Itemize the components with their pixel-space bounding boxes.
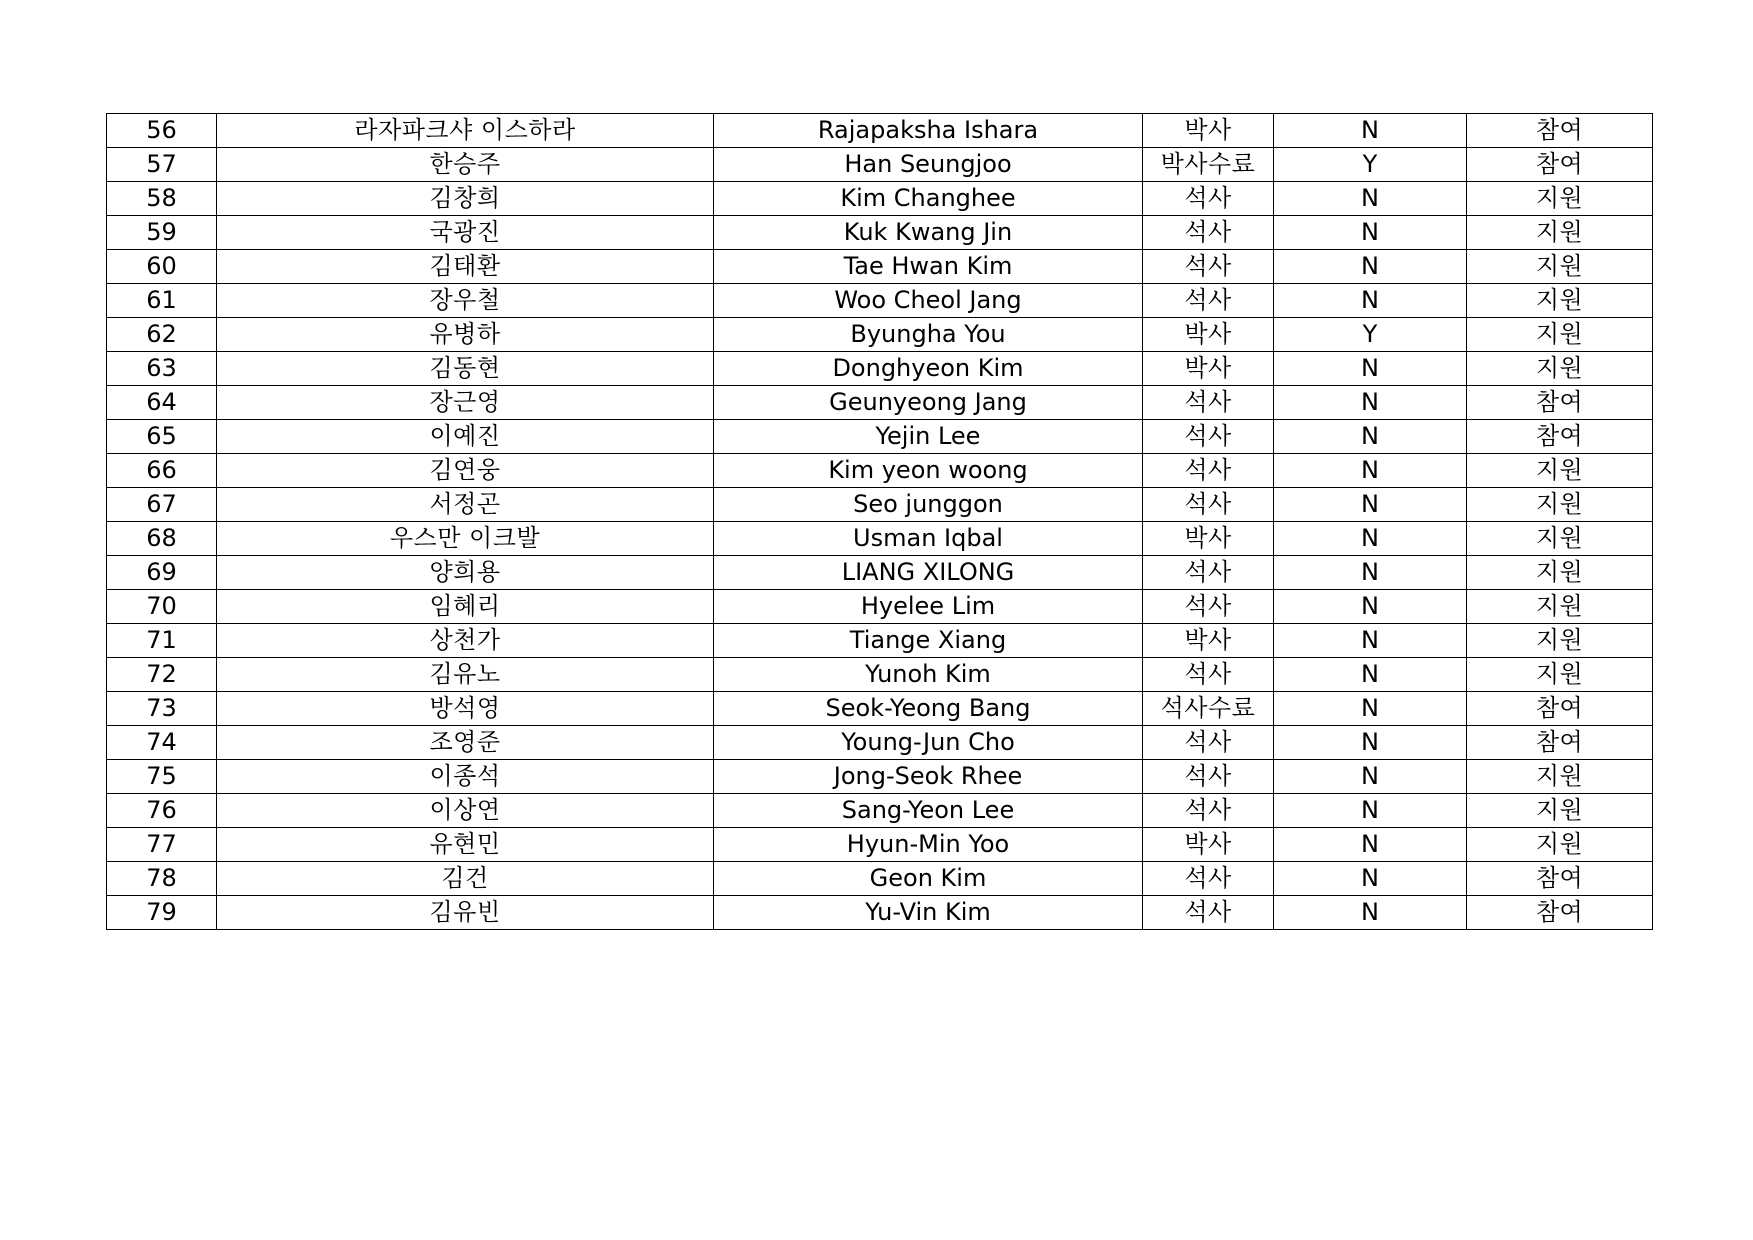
row-number: 71 xyxy=(107,624,217,658)
degree: 석사 xyxy=(1143,454,1274,488)
participation-status: 지원 xyxy=(1467,624,1653,658)
yn-flag: N xyxy=(1274,522,1467,556)
participation-status: 지원 xyxy=(1467,182,1653,216)
korean-name: 양희용 xyxy=(217,556,714,590)
korean-name: 장우철 xyxy=(217,284,714,318)
yn-flag: Y xyxy=(1274,318,1467,352)
table-row xyxy=(107,896,1653,930)
participation-status: 지원 xyxy=(1467,284,1653,318)
yn-flag: N xyxy=(1274,692,1467,726)
table-row xyxy=(107,624,1653,658)
korean-name: 이예진 xyxy=(217,420,714,454)
row-number: 77 xyxy=(107,828,217,862)
yn-flag: N xyxy=(1274,386,1467,420)
table-row xyxy=(107,386,1653,420)
english-name: Hyelee Lim xyxy=(714,590,1143,624)
table-row xyxy=(107,760,1653,794)
english-name: Jong-Seok Rhee xyxy=(714,760,1143,794)
english-name: Yunoh Kim xyxy=(714,658,1143,692)
participation-status: 지원 xyxy=(1467,794,1653,828)
english-name: Yu-Vin Kim xyxy=(714,896,1143,930)
korean-name: 한승주 xyxy=(217,148,714,182)
yn-flag: N xyxy=(1274,590,1467,624)
degree: 석사수료 xyxy=(1143,692,1274,726)
degree: 박사수료 xyxy=(1143,148,1274,182)
row-number: 57 xyxy=(107,148,217,182)
participation-status: 참여 xyxy=(1467,862,1653,896)
degree: 석사 xyxy=(1143,896,1274,930)
yn-flag: N xyxy=(1274,352,1467,386)
table-row xyxy=(107,454,1653,488)
korean-name: 김유빈 xyxy=(217,896,714,930)
row-number: 66 xyxy=(107,454,217,488)
row-number: 76 xyxy=(107,794,217,828)
row-number: 75 xyxy=(107,760,217,794)
table-row xyxy=(107,828,1653,862)
korean-name: 유병하 xyxy=(217,318,714,352)
yn-flag: N xyxy=(1274,488,1467,522)
row-number: 65 xyxy=(107,420,217,454)
yn-flag: N xyxy=(1274,182,1467,216)
degree: 석사 xyxy=(1143,488,1274,522)
yn-flag: N xyxy=(1274,794,1467,828)
degree: 석사 xyxy=(1143,794,1274,828)
english-name: Seok-Yeong Bang xyxy=(714,692,1143,726)
participation-status: 참여 xyxy=(1467,114,1653,148)
english-name: Usman Iqbal xyxy=(714,522,1143,556)
korean-name: 상천가 xyxy=(217,624,714,658)
table-row xyxy=(107,284,1653,318)
yn-flag: N xyxy=(1274,658,1467,692)
yn-flag: N xyxy=(1274,420,1467,454)
degree: 석사 xyxy=(1143,726,1274,760)
english-name: Kuk Kwang Jin xyxy=(714,216,1143,250)
table-row xyxy=(107,250,1653,284)
participation-status: 지원 xyxy=(1467,760,1653,794)
table-row xyxy=(107,794,1653,828)
english-name: Young-Jun Cho xyxy=(714,726,1143,760)
participation-status: 참여 xyxy=(1467,726,1653,760)
table-row xyxy=(107,862,1653,896)
degree: 석사 xyxy=(1143,760,1274,794)
participation-status: 참여 xyxy=(1467,896,1653,930)
degree: 박사 xyxy=(1143,624,1274,658)
yn-flag: N xyxy=(1274,760,1467,794)
korean-name: 임혜리 xyxy=(217,590,714,624)
english-name: Tiange Xiang xyxy=(714,624,1143,658)
table-row xyxy=(107,352,1653,386)
yn-flag: N xyxy=(1274,828,1467,862)
row-number: 62 xyxy=(107,318,217,352)
yn-flag: N xyxy=(1274,114,1467,148)
english-name: Byungha You xyxy=(714,318,1143,352)
participation-status: 지원 xyxy=(1467,352,1653,386)
degree: 박사 xyxy=(1143,522,1274,556)
korean-name: 방석영 xyxy=(217,692,714,726)
korean-name: 서정곤 xyxy=(217,488,714,522)
korean-name: 김창희 xyxy=(217,182,714,216)
table-row xyxy=(107,522,1653,556)
row-number: 56 xyxy=(107,114,217,148)
participation-status: 지원 xyxy=(1467,658,1653,692)
korean-name: 조영준 xyxy=(217,726,714,760)
degree: 석사 xyxy=(1143,862,1274,896)
table-row xyxy=(107,556,1653,590)
row-number: 60 xyxy=(107,250,217,284)
yn-flag: N xyxy=(1274,216,1467,250)
row-number: 63 xyxy=(107,352,217,386)
participation-status: 지원 xyxy=(1467,590,1653,624)
row-number: 58 xyxy=(107,182,217,216)
member-table-body xyxy=(107,114,1653,930)
korean-name: 국광진 xyxy=(217,216,714,250)
korean-name: 라자파크샤 이스하라 xyxy=(217,114,714,148)
degree: 석사 xyxy=(1143,386,1274,420)
table-row xyxy=(107,182,1653,216)
degree: 석사 xyxy=(1143,420,1274,454)
english-name: Donghyeon Kim xyxy=(714,352,1143,386)
row-number: 73 xyxy=(107,692,217,726)
row-number: 70 xyxy=(107,590,217,624)
table-row xyxy=(107,318,1653,352)
table-row xyxy=(107,658,1653,692)
yn-flag: N xyxy=(1274,250,1467,284)
korean-name: 이상연 xyxy=(217,794,714,828)
row-number: 69 xyxy=(107,556,217,590)
document-page xyxy=(106,113,1652,930)
korean-name: 김건 xyxy=(217,862,714,896)
participation-status: 참여 xyxy=(1467,386,1653,420)
participation-status: 지원 xyxy=(1467,828,1653,862)
row-number: 74 xyxy=(107,726,217,760)
korean-name: 김유노 xyxy=(217,658,714,692)
yn-flag: N xyxy=(1274,454,1467,488)
row-number: 78 xyxy=(107,862,217,896)
participation-status: 참여 xyxy=(1467,692,1653,726)
english-name: Han Seungjoo xyxy=(714,148,1143,182)
english-name: Woo Cheol Jang xyxy=(714,284,1143,318)
member-table xyxy=(106,113,1653,930)
participation-status: 지원 xyxy=(1467,556,1653,590)
table-row xyxy=(107,692,1653,726)
yn-flag: Y xyxy=(1274,148,1467,182)
degree: 석사 xyxy=(1143,250,1274,284)
degree: 석사 xyxy=(1143,216,1274,250)
korean-name: 김태환 xyxy=(217,250,714,284)
degree: 박사 xyxy=(1143,318,1274,352)
row-number: 68 xyxy=(107,522,217,556)
yn-flag: N xyxy=(1274,556,1467,590)
degree: 박사 xyxy=(1143,352,1274,386)
row-number: 79 xyxy=(107,896,217,930)
row-number: 67 xyxy=(107,488,217,522)
row-number: 59 xyxy=(107,216,217,250)
korean-name: 이종석 xyxy=(217,760,714,794)
row-number: 72 xyxy=(107,658,217,692)
table-row xyxy=(107,488,1653,522)
degree: 석사 xyxy=(1143,556,1274,590)
yn-flag: N xyxy=(1274,284,1467,318)
korean-name: 김연웅 xyxy=(217,454,714,488)
yn-flag: N xyxy=(1274,726,1467,760)
english-name: Tae Hwan Kim xyxy=(714,250,1143,284)
participation-status: 지원 xyxy=(1467,318,1653,352)
degree: 석사 xyxy=(1143,182,1274,216)
english-name: LIANG XILONG xyxy=(714,556,1143,590)
participation-status: 지원 xyxy=(1467,488,1653,522)
yn-flag: N xyxy=(1274,896,1467,930)
yn-flag: N xyxy=(1274,624,1467,658)
participation-status: 지원 xyxy=(1467,454,1653,488)
english-name: Kim Changhee xyxy=(714,182,1143,216)
english-name: Rajapaksha Ishara xyxy=(714,114,1143,148)
table-row xyxy=(107,420,1653,454)
degree: 박사 xyxy=(1143,828,1274,862)
participation-status: 참여 xyxy=(1467,148,1653,182)
table-row xyxy=(107,590,1653,624)
english-name: Yejin Lee xyxy=(714,420,1143,454)
english-name: Geon Kim xyxy=(714,862,1143,896)
table-row xyxy=(107,114,1653,148)
english-name: Seo junggon xyxy=(714,488,1143,522)
korean-name: 김동현 xyxy=(217,352,714,386)
yn-flag: N xyxy=(1274,862,1467,896)
participation-status: 지원 xyxy=(1467,216,1653,250)
english-name: Hyun-Min Yoo xyxy=(714,828,1143,862)
participation-status: 지원 xyxy=(1467,522,1653,556)
english-name: Sang-Yeon Lee xyxy=(714,794,1143,828)
participation-status: 지원 xyxy=(1467,250,1653,284)
degree: 박사 xyxy=(1143,114,1274,148)
korean-name: 유현민 xyxy=(217,828,714,862)
korean-name: 우스만 이크발 xyxy=(217,522,714,556)
english-name: Geunyeong Jang xyxy=(714,386,1143,420)
english-name: Kim yeon woong xyxy=(714,454,1143,488)
table-row xyxy=(107,148,1653,182)
table-row xyxy=(107,726,1653,760)
degree: 석사 xyxy=(1143,590,1274,624)
table-row xyxy=(107,216,1653,250)
degree: 석사 xyxy=(1143,658,1274,692)
row-number: 64 xyxy=(107,386,217,420)
row-number: 61 xyxy=(107,284,217,318)
korean-name: 장근영 xyxy=(217,386,714,420)
degree: 석사 xyxy=(1143,284,1274,318)
participation-status: 참여 xyxy=(1467,420,1653,454)
